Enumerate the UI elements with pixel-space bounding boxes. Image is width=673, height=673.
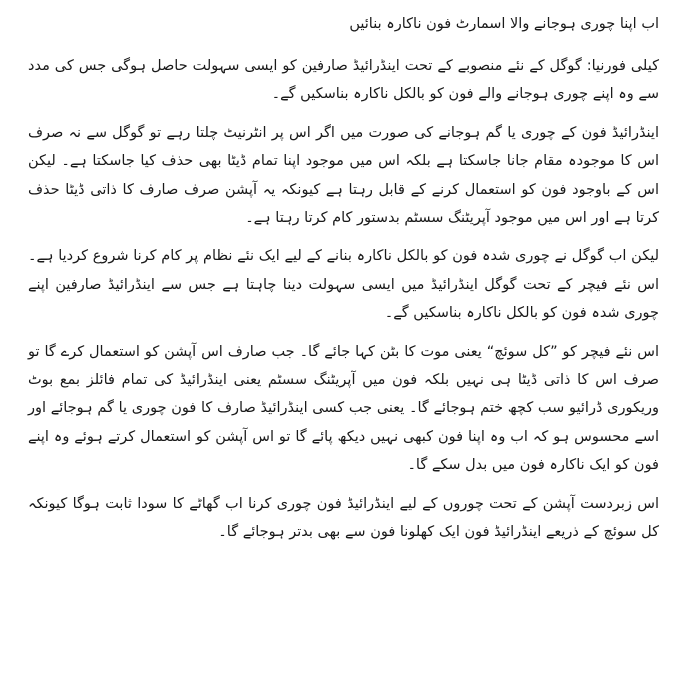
article-paragraph-2: اینڈرائیڈ فون کے چوری یا گم ہوجانے کی صورت میں اگر اس پر انٹرنیٹ چلتا رہے تو گوگل سے نہ صرف اس کا موجودہ مقام جانا جاسکتا ہے بلکہ اس میں موجود اپنا تمام ڈیٹا بھی حذف کیا جاسکتا ہے۔ لیکن اس کے باوجود فون کو استعمال کرنے کے قابل رہتا ہے کیونکہ یہ آپشن صرف صارف کا ذاتی ڈیٹا حذف کرتا ہے اور اس میں موجود آپریٹنگ سسٹم بدستور کام کرتا رہتا ہے۔: [28, 124, 659, 227]
article-body: [28, 10, 659, 557]
article-paragraph-1: کیلی فورنیا: گوگل کے نئے منصوبے کے تحت اینڈرائیڈ صارفین کو ایسی سہولت حاصل ہوگی جس کی مدد سے وہ اپنے چوری ہوجانے والے فون کو بالکل ناکارہ بناسکیں گے۔: [28, 58, 659, 103]
article-paragraph-4: اس نئے فیچر کو ”کل سوئچ“ یعنی موت کا بٹن کہا جائے گا۔ جب صارف اس آپشن کو استعمال کرے گا تو صرف اس کا ذاتی ڈیٹا ہی نہیں بلکہ فون میں آپریٹنگ سسٹم یعنی اینڈرائیڈ کی تمام فائلز بمع بوٹ وریکوری ڈرائیو سب کچھ ختم ہوجائے گا۔ یعنی جب کسی اینڈرائیڈ صارف کا فون چوری یا گم ہوجائے اور اسے محسوس ہو کہ اب وہ اپنا فون کبھی نہیں دیکھ پائے گا تو اس آپشن کو استعمال کرتے ہوئے وہ اپنے فون کو ایک ناکارہ فون میں بدل سکے گا۔: [28, 343, 659, 474]
article-title: اب اپنا چوری ہوجانے والا اسمارٹ فون ناکارہ بنائیں: [349, 16, 659, 32]
article-paragraph-5: اس زبردست آپشن کے تحت چوروں کے لیے اینڈرائیڈ فون چوری کرنا اب گھاٹے کا سودا ثابت ہوگا کیونکہ کل سوئچ کے ذریعے اینڈرائیڈ فون ایک کھلونا فون سے بھی بدتر ہوجائے گا۔: [28, 495, 659, 541]
article-paragraph-3: لیکن اب گوگل نے چوری شدہ فون کو بالکل ناکارہ بنانے کے لیے ایک نئے نظام پر کام کرنا شروع کردیا ہے۔ اس نئے فیچر کے تحت گوگل اینڈرائیڈ میں ایسی سہولت دینا چاہتا ہے جس سے اینڈرائیڈ صارفین اپنے چوری شدہ فون کو بالکل ناکارہ بناسکیں گے۔: [28, 248, 659, 322]
